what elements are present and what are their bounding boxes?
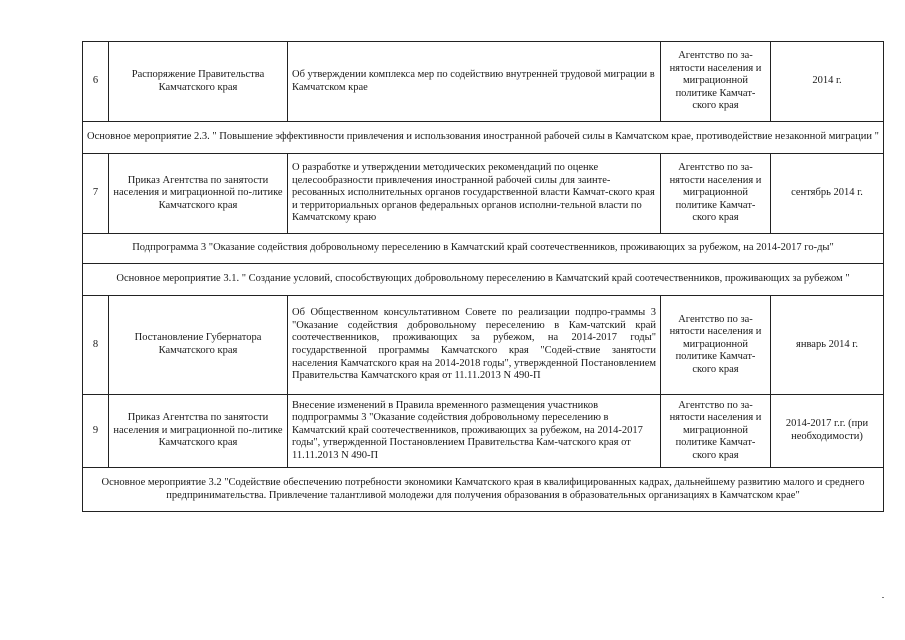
section-heading: Основное мероприятие 2.3. " Повышение эффективности привлечения и использования иностранной рабочей силы в Камчатском крае, противодействие незаконной миграции " <box>83 122 884 154</box>
section-heading: Подпрограмма 3 "Оказание содействия добровольному переселению в Камчатский край соотечественников, проживающих за рубежом, на 2014-2017 го-ды" <box>83 234 884 264</box>
responsible-agency: Агентство по за-нятости населения и миграционной политике Камчат-ского края <box>661 296 771 395</box>
implementation-term: январь 2014 г. <box>771 296 884 395</box>
table-row-7 <box>83 154 884 234</box>
section-row <box>83 122 884 154</box>
section-row <box>83 468 884 512</box>
row-number: 7 <box>83 154 109 234</box>
section-heading: Основное мероприятие 3.1. " Создание условий, способствующих добровольному переселению в Камчатский край соотечественников, проживающих за рубежом " <box>83 264 884 296</box>
document-type: Приказ Агентства по занятости населения и миграционной по-литике Камчатского края <box>109 395 288 468</box>
implementation-term: 2014 г. <box>771 42 884 122</box>
table-row-6 <box>83 42 884 122</box>
section-row <box>83 264 884 296</box>
document-type: Постановление Губернатора Камчатского края <box>109 296 288 395</box>
row-number: 8 <box>83 296 109 395</box>
document-title: О разработке и утверждении методических рекомендаций по оценке целесообразности привлечения иностранной рабочей силы для заинте-ресованных исполнительных органов государственной власти Камчат-ского края и территориальных органов федеральных органов исполни-тельной власти по Камчатскому краю <box>288 154 661 234</box>
table-row-8 <box>83 296 884 395</box>
table-row-9 <box>83 395 884 468</box>
responsible-agency: Агентство по за-нятости населения и миграционной политике Камчат-ского края <box>661 154 771 234</box>
measures-table <box>82 41 884 512</box>
responsible-agency: Агентство по за-нятости населения и миграционной политике Камчат-ского края <box>661 42 771 122</box>
implementation-term: 2014-2017 г.г. (при необходимости) <box>771 395 884 468</box>
section-heading: Основное мероприятие 3.2 "Содействие обеспечению потребности экономики Камчатского края в квалифицированных кадрах, дальнейшему развитию малого и среднего предпринимательства. Привлечение талантливой молодежи для получения образования в образовательных организациях в Камчатском крае" <box>83 468 884 512</box>
document-title: Внесение изменений в Правила временного размещения участников подпрограммы 3 "Оказание содействия добровольному переселению в Камчатский край соотечественников, проживающих за рубежом, на 2014-2017 годы", утвержденной Постановлением Правительства Кам-чатского края от 11.11.2013 N 490-П <box>288 395 661 468</box>
document-title: Об утверждении комплекса мер по содействию внутренней трудовой миграции в Камчатском крае <box>288 42 661 122</box>
document-type: Приказ Агентства по занятости населения и миграционной по-литике Камчатского края <box>109 154 288 234</box>
document-type: Распоряжение Правительства Камчатского края <box>109 42 288 122</box>
responsible-agency: Агентство по за-нятости населения и миграционной политике Камчат-ского края <box>661 395 771 468</box>
row-number: 9 <box>83 395 109 468</box>
section-row <box>83 234 884 264</box>
scan-speck <box>882 597 884 598</box>
row-number: 6 <box>83 42 109 122</box>
document-title: Об Общественном консультативном Совете по реализации подпро-граммы 3 "Оказание содействия добровольному переселению в Кам-чатский край соотечественников, проживающих за рубежом, на 2014-2017 годы" государственной программы Камчатского края "Содей-ствие занятости населения Камчатского края на 2014-2018 годы", утвержденной Постановлением Правительства Камчатского края от 11.11.2013 N 490-П <box>288 296 661 395</box>
implementation-term: сентябрь 2014 г. <box>771 154 884 234</box>
